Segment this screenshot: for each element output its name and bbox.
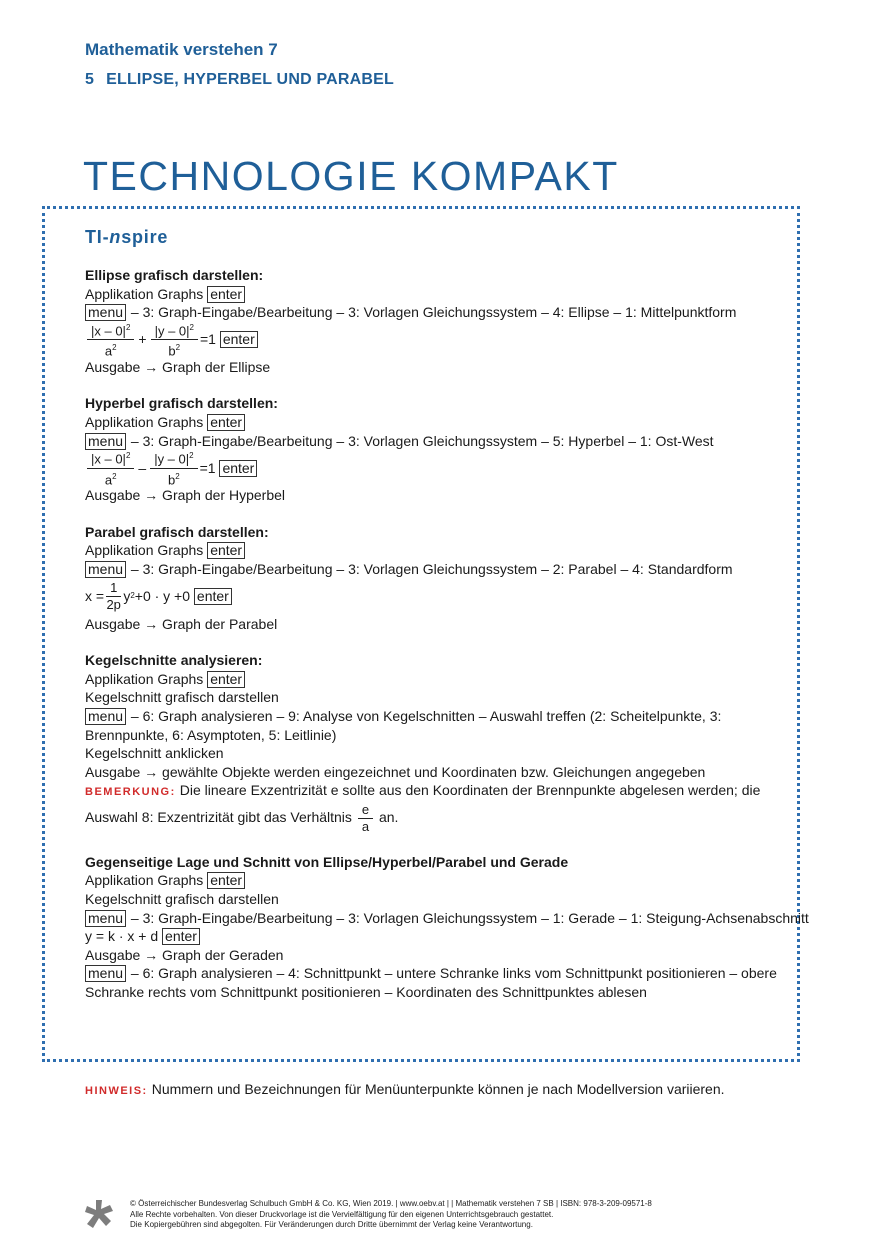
analyse-output: Ausgabe → gewählte Objekte werden eingezeichnet und Koordinaten bzw. Gleichungen angegeben [85,763,706,780]
menu-key: menu [85,561,126,578]
parabel-output: Ausgabe → Graph der Parabel [85,615,278,632]
oebv-logo-icon [84,1198,114,1230]
enter-key: enter [207,872,245,889]
enter-key: enter [207,414,245,431]
menu-key: menu [85,708,126,725]
line-formula: y = k · x + d enter [85,927,800,946]
chapter-number: 5 [85,71,95,88]
section-heading-ellipse: Ellipse grafisch darstellen: [85,267,264,283]
menu-key: menu [85,965,126,982]
parabel-formula: x = $\frac{1}{2p}$ y 2 +0 · y +0 enter [85,579,800,615]
section-heading-hyperbel: Hyperbel grafisch darstellen: [85,395,278,412]
section-heading-schnitt: Gegenseitige Lage und Schnitt von Ellipse/Hyperbel/Parabel und Gerade [85,853,569,870]
hint-label: HINWEIS: [85,1085,148,1097]
ellipse-output: Ausgabe → Graph der Ellipse [85,358,271,375]
enter-key: enter [219,460,257,477]
remark: BEMERKUNG: Die lineare Exzentrizität e sollte aus den Koordinaten der Brennpunkte abgelesen werden; die Auswahl 8: Exzentrizität gibt das Verhältnis $\frac{e}{a}$ an. [85,782,761,834]
enter-key: enter [220,331,258,348]
hyperbel-formula: $\frac{|x - 0|^2}{a^2}$ – $\frac{|y - 0|^2}{b^2}$ =1 enter [85,450,800,486]
schnitt-output: Ausgabe → Graph der Geraden [85,946,284,963]
chapter-heading [85,71,394,89]
hyperbel-output: Ausgabe → Graph der Hyperbel [85,487,285,504]
enter-key: enter [162,928,200,945]
remark-label: BEMERKUNG: [85,786,176,799]
menu-key: menu [85,304,126,321]
chapter-title: ELLIPSE, HYPERBEL UND PARABEL [106,71,395,88]
enter-key: enter [207,542,245,559]
section-heading-parabel: Parabel grafisch darstellen: [85,523,269,540]
menu-key: menu [85,433,126,450]
book-title: Mathematik verstehen 7 [85,40,278,59]
hint-note: HINWEIS: Nummern und Bezeichnungen für Menüunterpunkte können je nach Modellversion variieren. [85,1081,725,1097]
instructions: Ellipse grafisch darstellen: Applikation Graphs enter menu – 3: Graph-Eingabe/Bearbeitung – 3: Vorlagen Gleichungssystem – 4: Ellipse – 1: Mittelpunktform $\frac{|x - 0|^2}{a^2}$ + $\frac{|y - 0|^2}{b^2}$ =1 enter Ausgabe → Graph der Ellipse Hyperbel grafisch darstellen: Applikation Graphs enter menu – 3: Graph-Eingabe/Bearbeitung – 3: Vorlagen Gleichungssystem – 5: Hyperbel – 1: Ost-West $\frac{|x - 0|^2}{a^2}$ – $\frac{|y - 0|^2}{b^2}$ =1 enter Ausgabe → Graph der Hyperbel Parabel grafisch darstellen: Applikation Graphs enter menu – 3: Graph-Eingabe/Bearbeitung – 3: Vorlagen Gleichungssystem – 2: Parabel – 4: Standardform x = $\frac{1}{2p}$ y 2 +0 · y +0 enter Ausgabe → Graph der Parabel Kegelschnitte analysieren: Applikation Graphs enter Kegelschnitt grafisch darstellen menu – 6: Graph analysieren – 9: Analyse von Kegelschnitten – Auswahl treffen (2: Scheitelpunkte, 3: Brennpunkte, 6: Asymptoten, 5: Leitlinie) Kegelschnitt anklicken Ausgabe → gewählte Objekte werden eingezeichnet und Koordinaten bzw. Gleichungen angegeben BEMERKUNG: Die lineare Exzentrizität e sollte aus den Koordinaten der Brennpunkte abgelesen werden; die Auswahl 8: Exzentrizität gibt das Verhältnis $\frac{e}{a}$ an. Gegenseitige Lage und Schnitt von Ellipse/Hyperbel/Parabel und Gerade Applikation Graphs enter Kegelschnitt grafisch darstellen menu – 3: Graph-Eingabe/Bearbeitung – 3: Vorlagen Gleichungssystem – 1: Gerade – 1: Steigung-Achsenabschnitt y = k · x + d enter Ausgabe → Graph der Geraden menu – 6: Graph analysieren – 4: Schnittpunkt – untere Schranke links vom Schnittpunkt positionieren – obere Schranke rechts vom Schnittpunkt positionieren – Koordinaten des Schnittpunktes ablesen [85,267,809,1001]
enter-key: enter [207,671,245,688]
enter-key: enter [194,588,232,605]
section-heading-analyse: Kegelschnitte analysieren: [85,652,263,669]
page-title: TECHNOLOGIE KOMPAKT [83,153,619,200]
ellipse-formula: $\frac{|x - 0|^2}{a^2}$ + $\frac{|y - 0|^2}{b^2}$ =1 enter [85,322,800,358]
menu-key: menu [85,910,126,927]
footer-copyright: © Österreichischer Bundesverlag Schulbuch GmbH & Co. KG, Wien 2019. | www.oebv.at | | Mathematik verstehen 7 SB | ISBN: 978-3-209-09571-8 Alle Rechte vorbehalten. Von dieser Druckvorlage ist die Vervielfältigung für den eigenen Unterrichtsgebrauch gestattet. Die Kopiergebühren sind abgegolten. Für Veränderungen durch Dritte übernimmt der Verlag keine Verantwortung. [130,1199,652,1229]
enter-key: enter [207,286,245,303]
platform-title: TI-nspire [85,227,169,247]
